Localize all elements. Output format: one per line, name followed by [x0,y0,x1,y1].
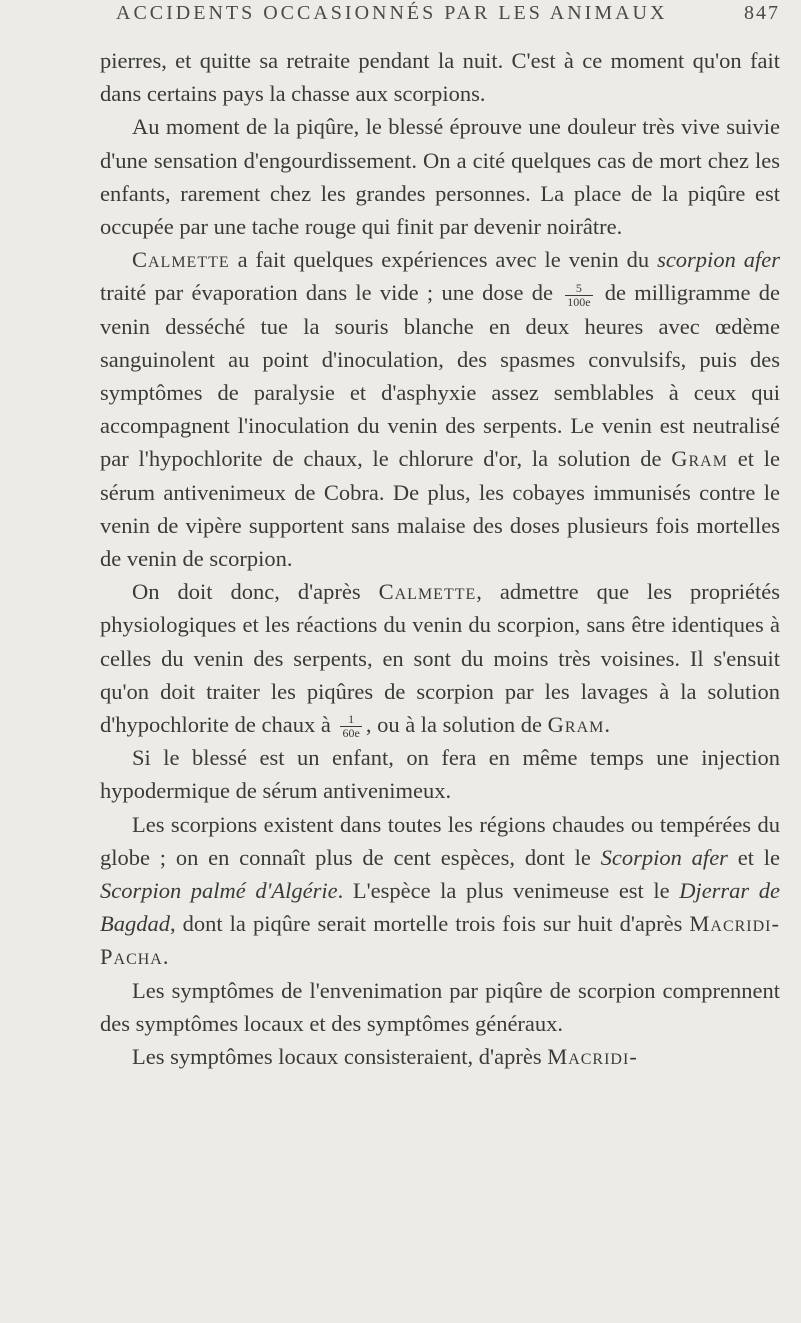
species-scorpion-afer: scorpion afer [657,247,780,273]
author-gram: Gram [671,446,728,472]
paragraph-6-text-a: Les scorpions existent dans toutes les régions chaudes ou tempérées du globe ; on en connaît plus de cent espèces, dont le [100,811,780,870]
running-title: ACCIDENTS OCCASIONNÉS PAR LES ANIMAUX [116,2,668,24]
paragraph-6-text-d: , dont la piqûre serait mortelle trois fois sur huit d'après [170,911,690,937]
paragraph-4-text-a: On doit donc, d'après [132,579,379,605]
paragraph-4-text-b: , admettre que les propriétés physiologiques et les réactions du venin du scorpion, sans être identiques à celles du venin des serpents, en sont du moins très voisines. Il s'ensuit qu'on doit traiter les piqûres de scorpion par les lavages à la solution d'hypochlorite de chaux à [100,579,781,738]
paragraph-5: Si le blessé est un enfant, on fera en même temps une injection hypodermique de sérum antivenimeux. [100,745,780,804]
paragraph-8-text-a: Les symptômes locaux consisteraient, d'après [132,1044,548,1070]
paragraph-6 [100,808,780,974]
paragraph-6-text-c: . L'espèce la plus venimeuse est le [337,878,680,904]
fraction-solution-numerator: 1 [340,713,361,727]
body-text [100,44,780,1073]
paragraph-7: Les symptômes de l'envenimation par piqûre de scorpion comprennent des symptômes locaux et des symptômes généraux. [100,977,780,1036]
paragraph-2: Au moment de la piqûre, le blessé éprouve une douleur très vive suivie d'une sensation d'engourdissement. On a cité quelques cas de mort chez les enfants, rarement chez les grandes personnes. La place de la piqûre est occupée par une tache rouge qui finit par devenir noirâtre. [100,114,780,240]
paragraph-6-text-b: et le [727,844,780,870]
fraction-solution [340,713,361,740]
paragraph-4-text-d: . [604,712,610,738]
paragraph-3-text-d: et le sérum antivenimeux de Cobra. De plus, les cobayes immunisés contre le venin de vipère supportent sans malaise des doses plusieurs fois mortelles de venin de scorpion. [100,446,780,572]
species-scorpion-palme: Scorpion palmé d'Algérie [100,878,338,904]
paragraph-1: pierres, et quitte sa retraite pendant la nuit. C'est à ce moment qu'on fait dans certains pays la chasse aux scorpions. [100,48,780,107]
paragraph-3-text-b: traité par évaporation dans le vide ; une dose de [100,280,562,306]
fraction-dose-numerator: 5 [565,282,592,296]
paragraph-6-text-e: . [162,944,169,970]
paragraph-3-text-a: a fait quelques expériences avec le venin du [229,247,658,273]
author-calmette-2: Calmette [378,579,477,605]
author-calmette: Calmette [132,247,230,273]
running-header [110,0,780,30]
fraction-dose [565,282,592,309]
fraction-solution-denominator: 60e [342,726,360,741]
paragraph-8 [100,1040,780,1073]
species-djerrar: Djerrar de Bagdad [100,878,780,937]
page-number: 847 [744,2,780,24]
paragraph-4-text-c: , ou à la solution de [365,712,548,738]
paragraph-4 [100,575,780,741]
author-gram-2: Gram [547,712,605,738]
author-macridi-pacha: Macridi-Pacha [100,911,780,970]
species-scorpion-afer-2: Scorpion afer [600,844,728,870]
paragraph-3 [100,243,780,575]
fraction-dose-denominator: 100e [567,294,591,309]
paragraph-3-text-c: de milligramme de venin desséché tue la souris blanche en deux heures avec œdème sanguinolent au point d'inoculation, des spasmes convulsifs, puis des symptômes de paralysie et d'asphyxie assez semblables à ceux qui accompagnent l'inoculation du venin des serpents. Le venin est neutralisé par l'hypochlorite de chaux, le chlorure d'or, la solution de [100,280,780,472]
author-macridi: Macridi- [547,1044,638,1070]
